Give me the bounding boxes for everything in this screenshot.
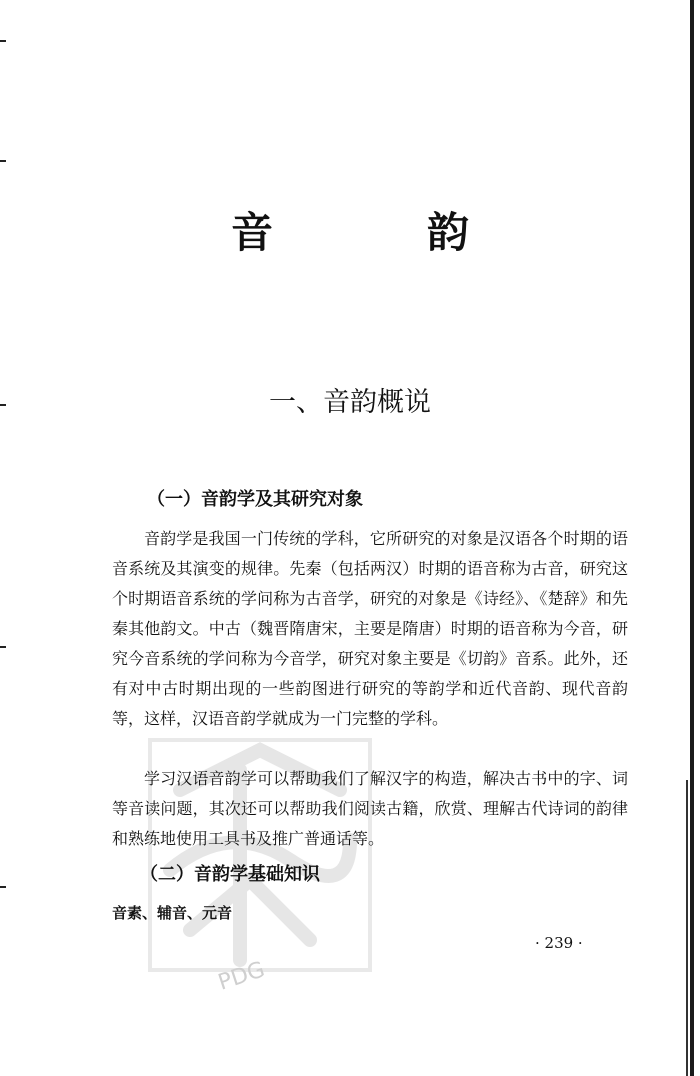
scan-edge-mark <box>0 40 6 42</box>
subheading-research-object: （一）音韵学及其研究对象 <box>147 489 363 510</box>
section-heading: 一、音韵概说 <box>269 387 431 418</box>
subheading-basics: （二）音韵学基础知识 <box>140 864 320 885</box>
scan-edge-mark <box>0 160 6 162</box>
page-number: · 239 · <box>535 934 583 952</box>
watermark-text: PDG <box>215 957 268 996</box>
paragraph-purpose: 学习汉语音韵学可以帮助我们了解汉字的构造，解决古书中的字、词等音读问题，其次还可以帮助我们阅读古籍，欣赏、理解古代诗词的韵律和熟练地使用工具书及推广普通话等。 <box>112 769 628 848</box>
scan-right-border <box>690 0 694 1076</box>
scan-right-border-inner <box>686 780 688 1076</box>
paragraph-intro: 音韵学是我国一门传统的学科，它所研究的对象是汉语各个时期的语音系统及其演变的规律。先秦（包括两汉）时期的语音称为古音，研究这个时期语音系统的学问称为古音学，研究的对象是《诗经》、《楚辞》和先秦其他韵文。中古（魏晋隋唐宋，主要是隋唐）时期的语音称为今音，研究今音系统的学问称为今音学，研究对象主要是《切韵》音系。此外，还有对中古时期出现的一些韵图进行研究的等韵学和近代音韵、现代音韵等，这样，汉语音韵学就成为一门完整的学科。 <box>112 529 628 728</box>
topic-heading: 音素、辅音、元音 <box>112 904 233 922</box>
scan-edge-mark <box>0 646 6 648</box>
scan-edge-mark <box>0 886 6 888</box>
page-title: 音 韵 <box>230 208 525 257</box>
